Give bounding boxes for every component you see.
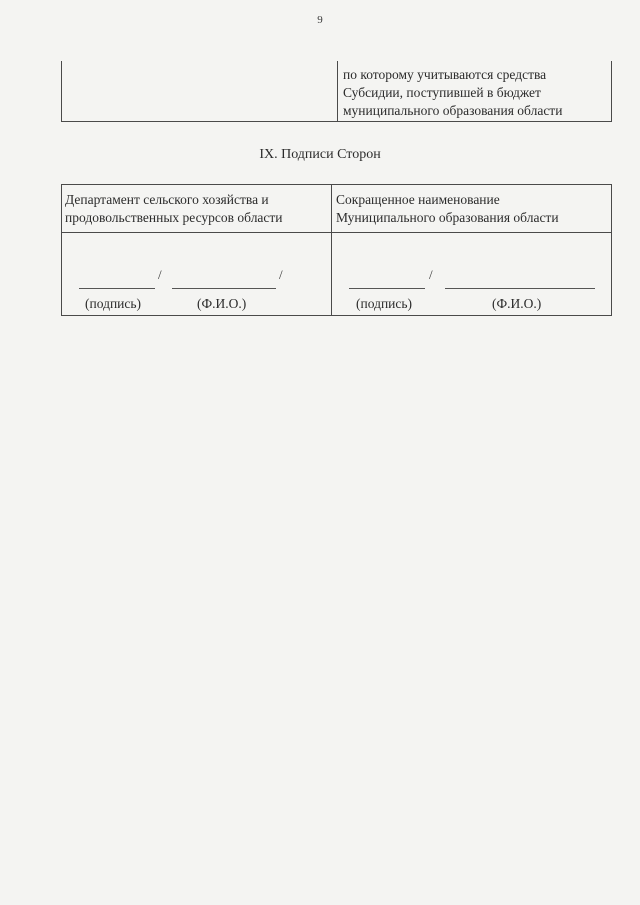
right-signature-line <box>349 288 425 289</box>
cell-line: Субсидии, поступившей в бюджет <box>343 85 541 100</box>
left-end-slash: / <box>279 267 283 282</box>
column-divider <box>331 185 332 315</box>
cell-line: по которому учитываются средства <box>343 67 547 82</box>
left-signature-line <box>79 288 155 289</box>
signatures-table <box>61 184 612 316</box>
page-number: 9 <box>317 14 323 26</box>
left-name-line <box>172 288 276 289</box>
table-fragment <box>61 61 612 122</box>
header-line: Департамент сельского хозяйства и <box>65 192 269 207</box>
right-name-caption: (Ф.И.О.) <box>492 296 542 311</box>
right-signature-caption: (подпись) <box>356 296 413 311</box>
row-divider <box>62 232 611 233</box>
header-line: продовольственных ресурсов области <box>65 210 283 225</box>
left-name-caption: (Ф.И.О.) <box>197 296 247 311</box>
table-column-divider <box>337 61 338 121</box>
right-separator-slash: / <box>429 267 433 282</box>
cell-line: муниципального образования области <box>343 103 563 118</box>
left-separator-slash: / <box>158 267 162 282</box>
left-signature-caption: (подпись) <box>85 296 142 311</box>
party-left-header <box>65 191 283 227</box>
party-right-header <box>336 191 559 227</box>
section-title: IX. Подписи Сторон <box>259 147 381 162</box>
header-line: Сокращенное наименование <box>336 192 500 207</box>
right-name-line <box>445 288 595 289</box>
header-line: Муниципального образования области <box>336 210 559 225</box>
table-cell-right <box>343 66 613 120</box>
